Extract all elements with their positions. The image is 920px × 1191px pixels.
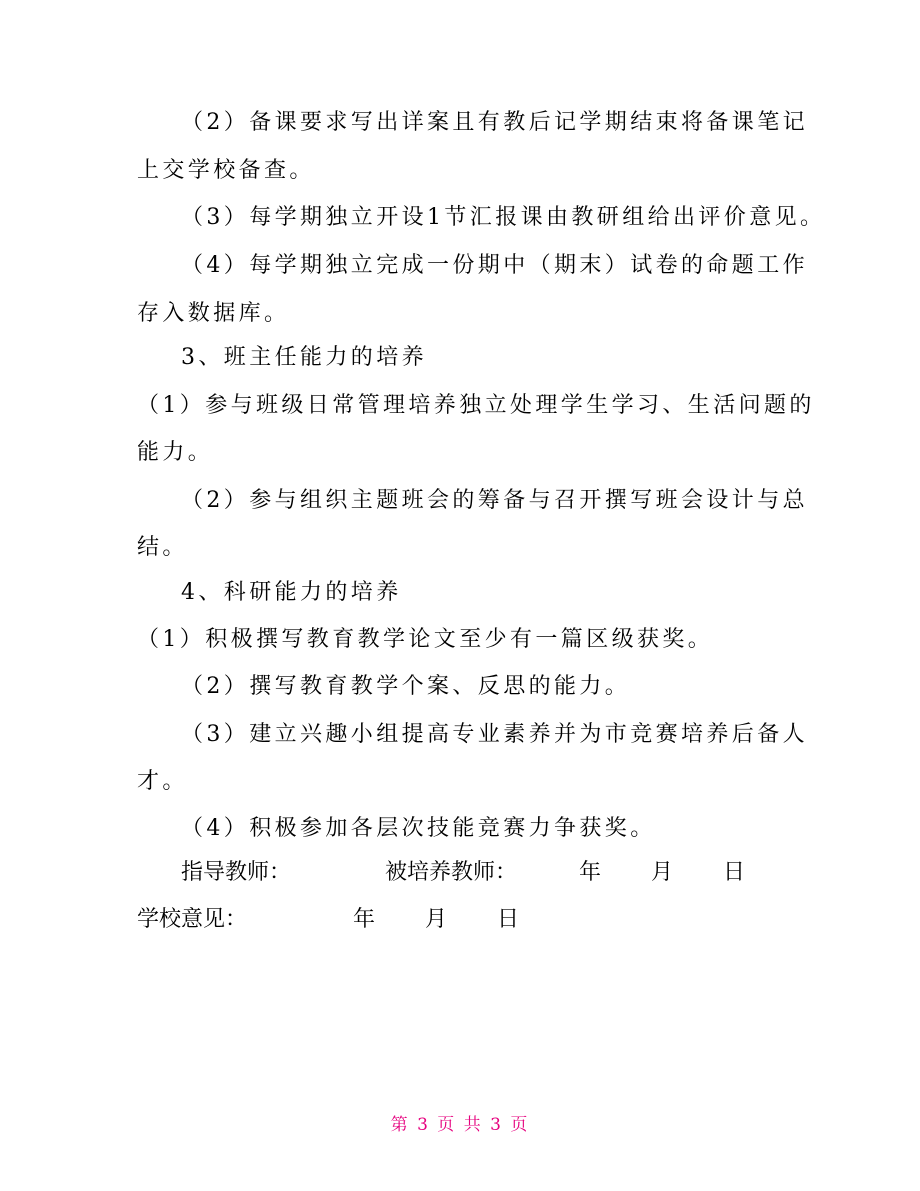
- paragraph-line-5: 存入数据库。: [137, 301, 290, 326]
- paragraph-line-16: （4）积极参加各层次技能竞赛力争获奖。: [181, 816, 656, 841]
- paragraph-line-2: 上交学校备查。: [137, 158, 315, 183]
- school-month: 月: [425, 907, 448, 932]
- signature-year: 年: [579, 860, 602, 885]
- signature-month: 月: [651, 860, 674, 885]
- paragraph-line-3: （3）每学期独立开设1节汇报课由教研组给出评价意见。: [181, 205, 826, 230]
- school-year: 年: [353, 907, 376, 932]
- trainee-label: 被培养教师：: [385, 860, 518, 885]
- section-heading-class-teacher: 3、班主任能力的培养: [181, 345, 427, 370]
- paragraph-line-13: （2）撰写教育教学个案、反思的能力。: [181, 674, 631, 699]
- paragraph-line-8: 能力。: [137, 440, 214, 465]
- paragraph-line-7: （1）参与班级日常管理培养独立处理学生学习、生活问题的: [137, 393, 815, 418]
- paragraph-line-14: （3）建立兴趣小组提高专业素养并为市竞赛培养后备人: [181, 722, 808, 747]
- paragraph-line-1: （2）备课要求写出详案且有教后记学期结束将备课笔记: [181, 110, 808, 135]
- paragraph-line-4: （4）每学期独立完成一份期中（期末）试卷的命题工作: [181, 253, 808, 278]
- signature-day: 日: [723, 860, 746, 885]
- section-heading-research: 4、科研能力的培养: [181, 580, 402, 605]
- paragraph-line-10: 结。: [137, 535, 188, 560]
- paragraph-line-15: 才。: [137, 769, 188, 794]
- school-day: 日: [497, 907, 520, 932]
- paragraph-line-12: （1）积极撰写教育教学论文至少有一篇区级获奖。: [137, 627, 714, 652]
- page-number-footer: 第 3 页 共 3 页: [390, 1115, 530, 1135]
- paragraph-line-9: （2）参与组织主题班会的筹备与召开撰写班会设计与总: [181, 488, 808, 513]
- school-opinion-label: 学校意见：: [137, 907, 248, 932]
- mentor-label: 指导教师：: [181, 860, 292, 885]
